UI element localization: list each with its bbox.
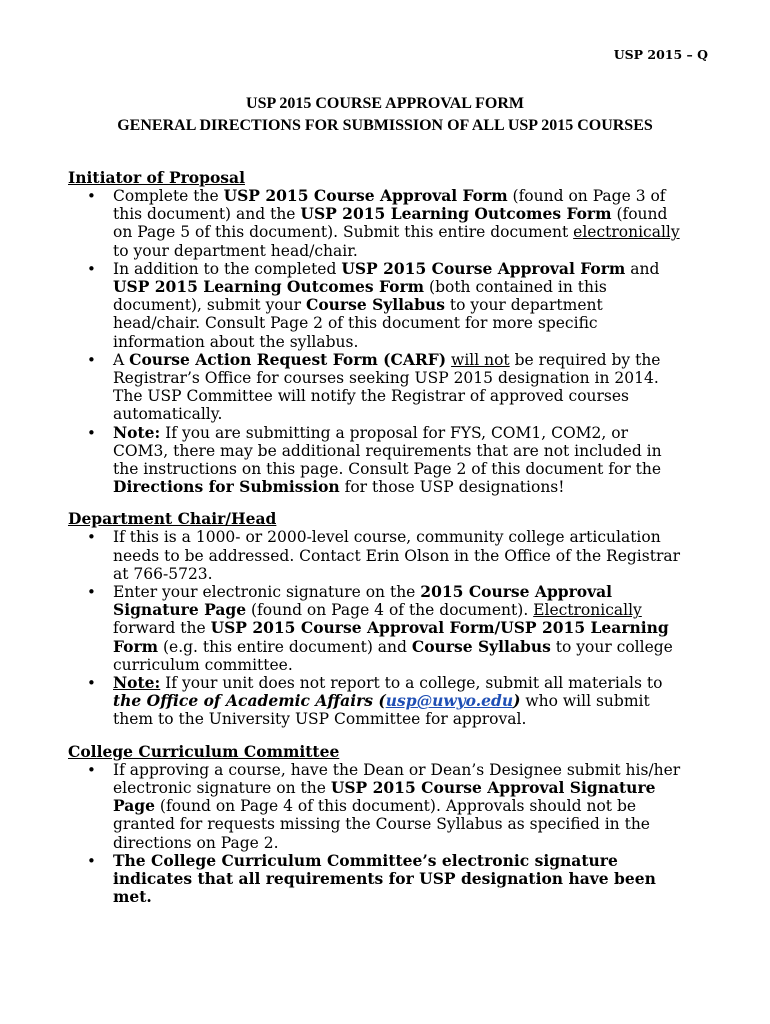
list-item [68,583,686,674]
text-bold-italic: ) [513,691,521,711]
text: (found on Page 4 of the document). [246,601,534,620]
text: to your department head/chair. Consult Page 2 of this document for more specific information about the syllabus. [113,296,603,351]
section-heading-chair: Department Chair/Head [68,509,277,529]
text: (found on Page 5 of this document). Submit this entire document [113,205,668,242]
text: who will submit them to the University USP Committee for approval. [113,692,650,729]
text-bold: 2015 Course Approval Signature Page [113,582,613,620]
text: Enter your electronic signature on the [113,583,421,602]
text: A [113,350,130,369]
text: (both contained in this document), submit your [113,278,607,315]
text-bold: USP 2015 Learning Outcomes Form [113,277,425,297]
text: to your college curriculum committee. [113,637,673,674]
list-item [68,260,686,351]
text: be required by the Registrar’s Office for courses seeking USP 2015 designation in 2014. The USP Committee will notify the Registrar of approved courses automatically. [113,350,661,424]
committee-list [68,761,686,907]
text-underlined: will not [451,350,510,369]
text-bold: The College Curriculum Committee’s electronic signature indicates that all requirements for USP designation have been met. [113,850,656,907]
text-bold: Directions for Submission [113,477,340,497]
text: (e.g. this entire document) and [158,637,412,656]
title-block [0,93,770,137]
text: and [625,259,660,278]
text-bold: USP 2015 Course Approval Form/USP 2015 Learning Form [113,618,669,656]
section-initiator [68,169,686,496]
list-item [68,674,686,729]
email-link[interactable]: usp@uwyo.edu [385,691,514,711]
document-code: USP 2015 – Q [613,47,708,62]
text: to your department head/chair. [113,241,358,260]
text: In addition to the completed [113,259,342,278]
text-bold-italic: the Office of Academic Affairs ( [113,691,386,711]
document-body [68,169,686,920]
text: If your unit does not report to a college, submit all materials to [160,674,663,693]
text-bold: Course Action Request Form (CARF) [129,349,447,369]
text: If this is a 1000- or 2000-level course, community college articulation needs to be addressed. Contact Erin Olson in the Office of the Registrar at 766-5723. [113,528,681,583]
text-bold: Course Syllabus [411,636,551,656]
text-bold: USP 2015 Course Approval Signature Page [113,777,656,816]
list-item [68,852,686,907]
list-item [68,187,686,260]
text: for those USP designations! [339,478,565,497]
note-label: Note: [113,673,161,693]
text: (found on Page 3 of this document) and the [113,187,666,224]
text: Complete the [113,187,224,205]
section-heading-initiator: Initiator of Proposal [68,168,245,187]
text-bold: Course Syllabus [305,295,445,315]
text-bold: USP 2015 Learning Outcomes Form [300,204,612,224]
list-item [68,761,686,852]
text-bold: USP 2015 Course Approval Form [223,186,508,205]
list-item [68,424,686,497]
text: (found on Page 4 of this document). Approvals should not be granted for requests missing the Course Syllabus as specified in the directions on Page 2. [113,797,650,852]
section-department-chair [68,510,686,728]
section-heading-committee: College Curriculum Committee [68,741,340,761]
note-label: Note: [113,422,161,442]
text-bold: USP 2015 Course Approval Form [341,258,626,278]
list-item [68,351,686,424]
text-underlined: Electronically [533,601,642,620]
list-item [68,528,686,583]
text: If approving a course, have the Dean or Dean’s Designee submit his/her electronic signature on the [113,760,681,797]
text-underlined: electronically [573,223,680,242]
text: If you are submitting a proposal for FYS, COM1, COM2, or COM3, there may be additional requirements that are not included in the instructions on this page. Consult Page 2 of this document for the [113,423,662,479]
document-title: USP 2015 COURSE APPROVAL FORM [246,95,524,112]
document-subtitle: GENERAL DIRECTIONS FOR SUBMISSION OF ALL USP 2015 COURSES [117,117,653,134]
text: forward the [113,619,211,638]
initiator-list [68,187,686,496]
chair-list [68,528,686,728]
section-curriculum-committee [68,743,686,907]
